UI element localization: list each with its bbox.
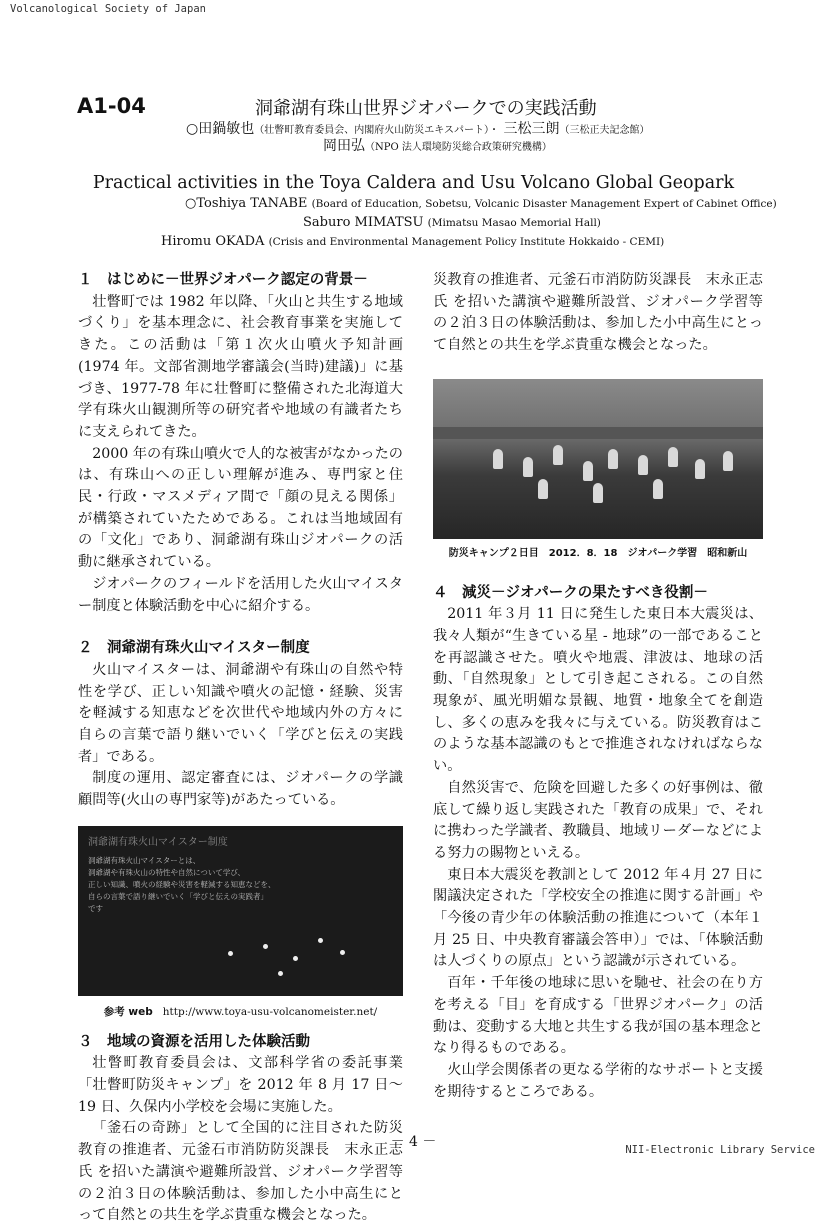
section-4-heading: ４ 減災－ジオパークの果たすべき役割－ [433,584,708,601]
paragraph: ジオパークのフィールドを活用した火山マイスター制度と体験活動を中心に紹介する。 [78,575,403,614]
light-dot [263,944,268,949]
author-english-2: Saburo MIMATSU (Mimatsu Masao Memorial Hall) [303,215,601,230]
web-image-line: 自らの言葉で語り継いでいく「学びと伝えの実践者」 [88,891,268,901]
author-name: ○田鍋敏也 [186,121,255,137]
paragraph: 火山学会関係者の更なる学術的なサポートと支援を期待するところである。 [433,1061,763,1100]
light-dot [340,950,345,955]
society-header: Volcanological Society of Japan [10,3,206,15]
author-english-1: ○Toshiya TANABE (Board of Education, Sobetsu, Volcanic Disaster Management Expert of Cabinet Office) [185,196,777,211]
paragraph: 壮瞥町では 1982 年以降、「火山と共生する地域づくり」を基本理念に、社会教育事業を実施してきた。この活動は「第１次火山噴火予知計画(1974 年。文部省測地学審議会(当時)建議)」に基づき、1977-78 年に壮瞥町に整備された北海道大学有珠火山観測所等の研究者や地域の有識者たちに支えられてきた。 [78,293,403,440]
person-figure [523,457,533,477]
paragraph: 百年・千年後の地球に思いを馳せ、社会の在り方を考える「目」を育成する「世界ジオパーク」の活動は、変動する大地と共生する我が国の基本理念となり得るものである。 [433,975,763,1057]
paragraph-continued: 災教育の推進者、元釜石市消防防災課長 末永正志氏 を招いた講演や避難所設営、ジオパーク学習等の２泊３日の体験活動は、参加した小中高生にとって自然との共生を学ぶ貴重な機会となった。 [433,272,763,354]
person-figure [493,449,503,469]
meister-web-screenshot [78,826,403,996]
paragraph: 火山マイスターは、洞爺湖や有珠山の自然や特性を学び、正しい知識や噴火の記憶・経験、災害を軽減する知恵などを次世代や地域内外の方々に自らの言葉で語り継いでいく「学びと伝えの実践者」である。 [78,661,403,765]
web-image-line: 洞爺湖有珠火山マイスターとは、 [88,855,201,865]
section-2-heading: ２ 洞爺湖有珠火山マイスター制度 [78,640,310,657]
paragraph: 2011 年３月 11 日に発生した東日本大震災は、我々人類が“生きている星 - 地球”の一部であることを再認識させた。噴火や地震、津波は、地球の活動、「自然現象」として引き起こされる。この自然現象が、風光明媚な景観、地質・地象全てを創造し、多くの恵みを我々に与えている。防災教育はこのような基本認識のもとで推進されなければならない。 [433,606,763,775]
author-affiliation: （三松正夫記念館） [559,125,650,136]
person-figure [695,459,705,479]
web-image-title: 洞爺湖有珠火山マイスター制度 [88,836,228,848]
person-figure [653,479,663,499]
paragraph: 自然災害で、危険を回避した多くの好事例は、徹底して繰り返し実践された「教育の成果」で、それに携わった学識者、教職員、地域リーダーなどによる努力の賜物といえる。 [433,779,763,861]
paragraph: 東日本大震災を教訓として 2012 年４月 27 日に閣議決定された「学校安全の推進に関する計画」や「今後の青少年の体験活動の推進について（本年１月 25 日、中央教育審議会答申）」では、「体験活動は人づくりの原点」という認識が示されている。 [433,866,763,970]
person-figure [723,451,733,471]
author-affiliation: （NPO 法人環境防災総合政策研究機構） [365,142,552,153]
abstract-code: A1-04 [77,94,146,118]
person-figure [593,483,603,503]
author-english-3: Hiromu OKADA (Crisis and Environmental Management Policy Institute Hokkaido - CEMI) [161,234,665,249]
nii-footer: NII-Electronic Library Service [625,1144,815,1156]
author-name: 三松三朗 [503,121,560,137]
page-number: － 4 － [390,1134,437,1150]
person-figure [638,455,648,475]
author-name: 岡田弘 [323,138,365,154]
light-dot [278,971,283,976]
person-figure [583,461,593,481]
paragraph: 制度の運用、認定審査には、ジオパークの学識顧問等(火山の専門家等)があたっている。 [78,770,403,809]
paragraph: 「釜石の奇跡」として全国的に注目された防災教育の推進者、元釜石市消防防災課長 末永正志氏 を招いた講演や避難所設営、ジオパーク学習等の２泊３日の体験活動は、参加した小中高生にとって自然との共生を学ぶ貴重な機会となった。 [78,1120,403,1224]
geopark-camp-photo [433,379,763,539]
web-image-line: 洞爺湖や有珠火山の特性や自然について学び、 [88,867,246,877]
web-image-line: 正しい知識、噴火の経験や災害を軽減する知恵などを、 [88,879,276,889]
light-dot [293,956,298,961]
authors-japanese-line2 [323,135,552,155]
light-dot [318,938,323,943]
person-figure [553,445,563,465]
section-1-heading: １ はじめに－世界ジオパーク認定の背景－ [78,272,368,288]
left-column [78,270,403,1224]
photo-caption: 防災キャンプ２日目 2012．8．18 ジオパーク学習 昭和新山 [448,547,748,559]
paragraph: 2000 年の有珠山噴火で人的な被害がなかったのは、有珠山への正しい理解が進み、専門家と住民・行政・マスメディア間で「顔の見える関係」が構築されていたためである。これは当地域固有の「文化」であり、洞爺湖有珠山ジオパークの活動に継承されている。 [78,445,403,571]
title-english: Practical activities in the Toya Caldera and Usu Volcano Global Geopark [92,173,735,193]
author-affiliation: （壮瞥町教育委員会、内閣府火山防災エキスパート）・ [254,125,500,136]
person-figure [608,449,618,469]
paragraph: 壮瞥町教育委員会は、文部科学省の委託事業「壮瞥町防災キャンプ」を 2012 年 8 月 17 日～19 日、久保内小学校を会場に実施した。 [78,1055,403,1115]
section-3-heading: ３ 地域の資源を活用した体験活動 [78,1033,310,1050]
reference-url[interactable]: http://www.toya-usu-volcanomeister.net/ [162,1005,378,1018]
person-figure [538,479,548,499]
person-figure [668,447,678,467]
web-reference: 参考 web http://www.toya-usu-volcanomeister.net/ [103,1005,378,1018]
light-dot [228,951,233,956]
right-column [433,270,763,1103]
web-image-line: です [88,903,103,913]
title-japanese: 洞爺湖有珠山世界ジオパークでの実践活動 [255,98,597,119]
